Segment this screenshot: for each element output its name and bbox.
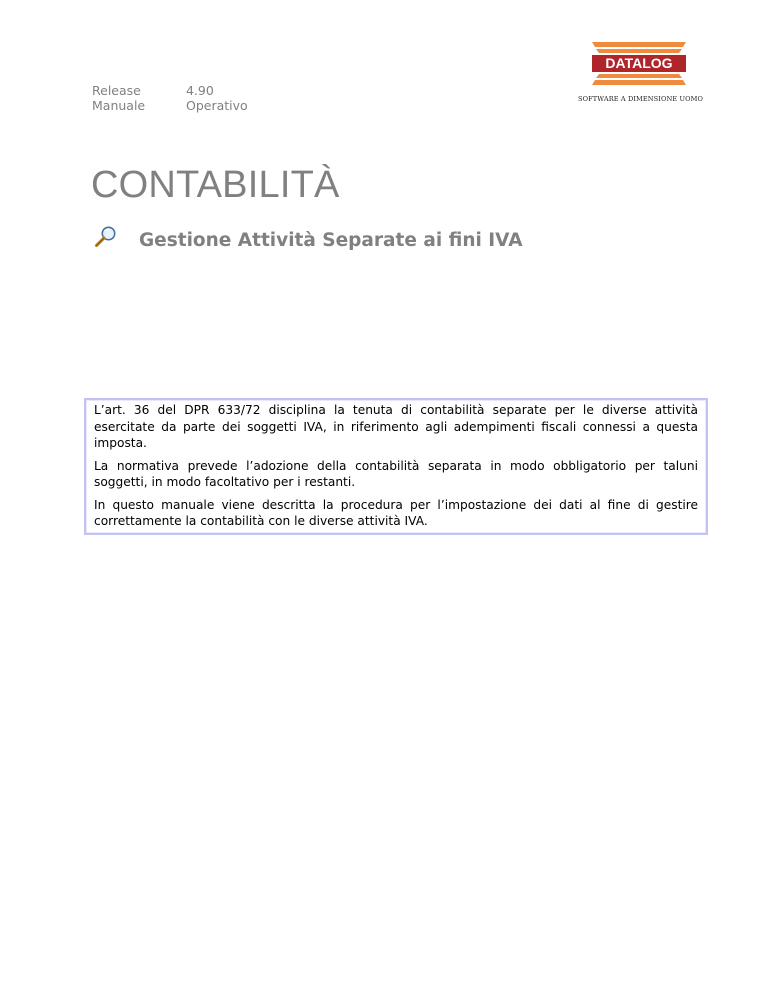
manual-label: Manuale [92,98,146,113]
page-title: CONTABILITÀ [91,164,340,206]
manual-row [92,98,248,113]
logo-stripe [592,42,686,47]
manual-value: Operativo [186,98,248,113]
page-subtitle: Gestione Attività Separate ai fini IVA [139,230,523,251]
logo-brand-text: DATALOG [605,55,673,71]
intro-paragraph: La normativa prevede l’adozione della contabilità separata in modo obbligatorio per taluni soggetti, in modo facoltativo per i restanti. [94,458,698,489]
release-label: Release [92,83,141,98]
magnifier-icon [94,225,118,249]
logo-stripe [596,74,682,78]
document-meta [92,83,248,113]
logo-stripe [596,49,682,53]
release-value: 4.90 [186,83,214,98]
intro-paragraph: In questo manuale viene descritta la procedura per l’impostazione dei dati al fine di gestire correttamente la contabilità con le diverse attività IVA. [94,497,698,528]
intro-box [84,398,708,535]
intro-paragraph: L’art. 36 del DPR 633/72 disciplina la tenuta di contabilità separate per le diverse attività esercitate da parte dei soggetti IVA, in riferimento agli adempimenti fiscali connessi a questa imposta. [94,403,698,450]
logo-stripe [592,80,686,85]
logo-tagline: SOFTWARE A DIMENSIONE UOMO [578,95,703,103]
release-row [92,83,248,98]
